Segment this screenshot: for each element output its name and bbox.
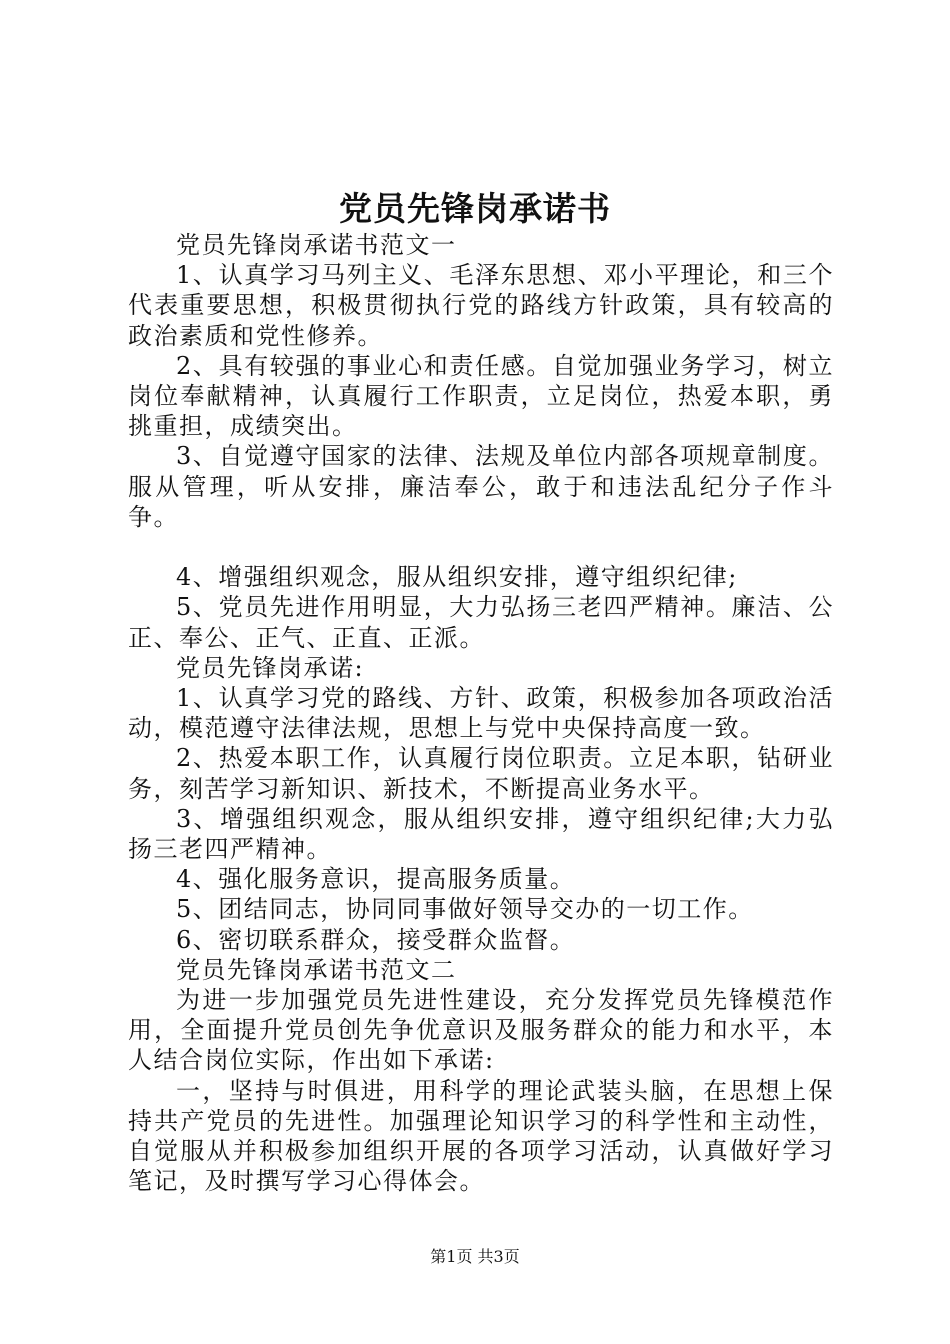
paragraph-item-4: 4、增强组织观念，服从组织安排，遵守组织纪律;: [176, 563, 738, 592]
paragraph-heading-sample-1: 党员先锋岗承诺书范文一: [176, 231, 457, 259]
blank-line: [128, 532, 834, 562]
paragraph-commitment-2: 2、热爱本职工作，认真履行岗位职责。立足本职，钻研业务，刻苦学习新知识、新技术，不断提高业务水平。: [128, 744, 834, 803]
document-body: [128, 230, 834, 1196]
paragraph-commitment-1: 1、认真学习党的路线、方针、政策，积极参加各项政治活动，模范遵守法律法规，思想上与党中央保持高度一致。: [128, 684, 834, 743]
page-footer: 第1页 共3页: [430, 1247, 520, 1266]
paragraph-point-1: 一，坚持与时俱进，用科学的理论武装头脑，在思想上保持共产党员的先进性。加强理论知识学习的科学性和主动性，自觉服从并积极参加组织开展的各项学习活动，认真做好学习笔记，及时撰写学习心得体会。: [128, 1076, 834, 1196]
paragraph-heading-commitment: 党员先锋岗承诺:: [176, 653, 365, 682]
document-title: 党员先锋岗承诺书: [339, 189, 611, 228]
paragraph-commitment-6: 6、密切联系群众，接受群众监督。: [176, 925, 576, 954]
paragraph-commitment-3: 3、增强组织观念，服从组织安排，遵守组织纪律;大力弘扬三老四严精神。: [128, 804, 834, 864]
paragraph-item-3: 3、自觉遵守国家的法律、法规及单位内部各项规章制度。服从管理，听从安排，廉洁奉公，敢于和违法乱纪分子作斗争。: [128, 442, 834, 531]
paragraph-item-1: 1、认真学习马列主义、毛泽东思想、邓小平理论，和三个代表重要思想，积极贯彻执行党的路线方针政策，具有较高的政治素质和党性修养。: [128, 261, 834, 350]
paragraph-commitment-4: 4、强化服务意识，提高服务质量。: [176, 865, 576, 894]
paragraph-commitment-5: 5、团结同志，协同同事做好领导交办的一切工作。: [176, 895, 754, 924]
paragraph-item-5: 5、党员先进作用明显，大力弘扬三老四严精神。廉洁、公正、奉公、正气、正直、正派。: [128, 593, 834, 652]
paragraph-intro: 为进一步加强党员先进性建设，充分发挥党员先锋模范作用，全面提升党员创先争优意识及服务群众的能力和水平，本人结合岗位实际，作出如下承诺:: [128, 986, 834, 1075]
paragraph-heading-sample-2: 党员先锋岗承诺书范文二: [176, 955, 457, 984]
paragraph-item-2: 2、具有较强的事业心和责任感。自觉加强业务学习，树立岗位奉献精神，认真履行工作职责，立足岗位，热爱本职，勇挑重担，成绩突出。: [128, 351, 834, 441]
